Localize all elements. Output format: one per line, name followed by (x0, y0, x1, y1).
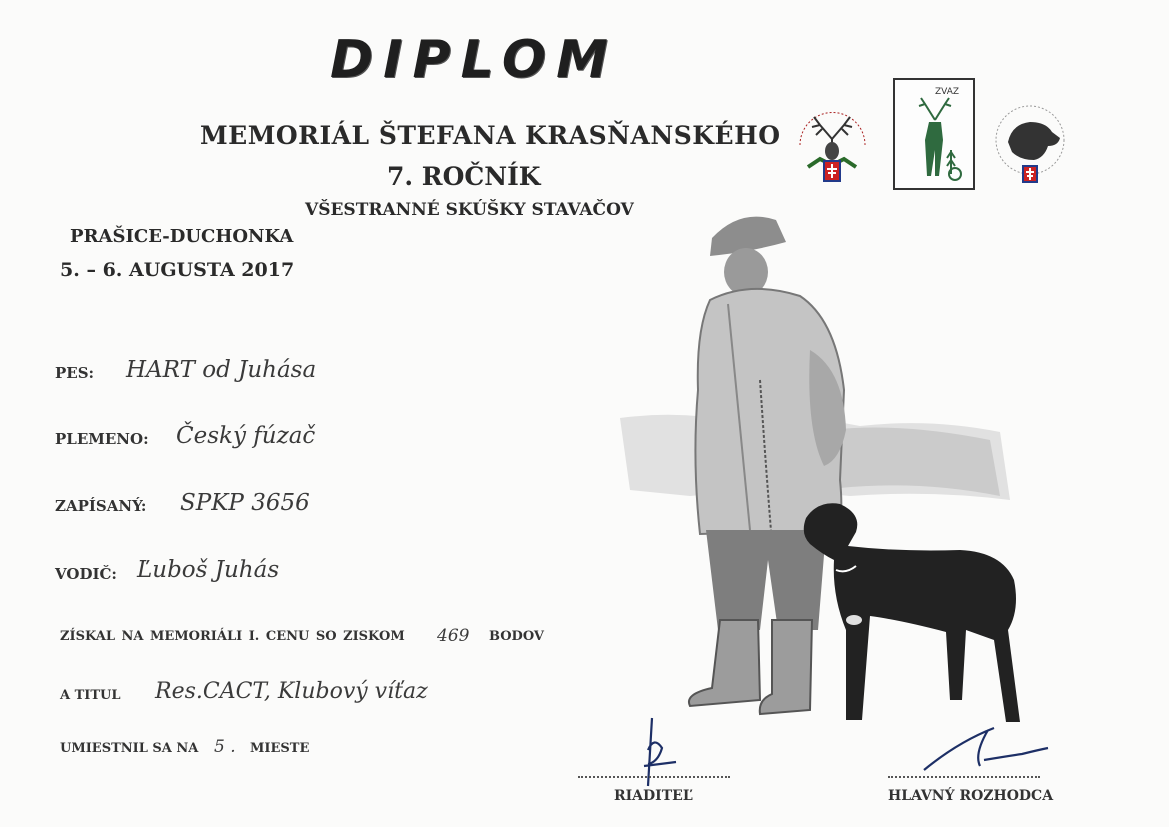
dog-value: HART od Juhása (126, 357, 317, 383)
handler-label: VODIČ: (55, 565, 117, 583)
klub-chovatelov-logo (990, 100, 1070, 190)
director-signature-block (578, 710, 738, 810)
breed-label: PLEMENO: (55, 430, 149, 448)
handler-value: Ľuboš Juhás (137, 557, 280, 583)
event-location: PRAŠICE-DUCHONKA (70, 226, 294, 247)
place-suffix: MIESTE (250, 741, 310, 756)
stag-silhouette-icon (895, 80, 973, 188)
event-date: 5. – 6. AUGUSTA 2017 (60, 259, 295, 281)
director-label: RIADITEĽ (614, 788, 693, 804)
place-label: UMIESTNIL SA NA (60, 741, 199, 756)
judge-signature-line (888, 776, 1040, 778)
slovensky-polovnicky-zvaz-logo (893, 78, 975, 190)
diploma-title: DIPLOM (330, 30, 618, 90)
result-prefix: ZÍSKAL NA MEMORIÁLI I. CENU SO ZISKOM (60, 629, 405, 644)
judge-label: HLAVNÝ ROZHODCA (888, 788, 1054, 804)
place-value: 5 . (214, 737, 236, 757)
judge-signature-block (888, 720, 1058, 812)
event-name: MEMORIÁL ŠTEFANA KRASŇANSKÉHO (200, 121, 781, 150)
result-points: 469 (437, 626, 470, 646)
hunter-with-dog-photo (600, 200, 1040, 740)
registered-label: ZAPÍSANÝ: (55, 497, 147, 515)
event-subtitle: VŠESTRANNÉ SKÚŠKY STAVAČOV (305, 200, 634, 220)
stag-emblem-icon (790, 95, 875, 195)
director-signature (618, 710, 698, 790)
dog-head-emblem-icon (990, 100, 1070, 190)
breed-value: Český fúzač (176, 423, 316, 449)
judge-signature (918, 720, 1058, 780)
dog-label: PES: (55, 364, 95, 382)
slovenska-polovnicka-komora-logo (790, 95, 875, 195)
director-signature-line (578, 776, 730, 778)
event-edition: 7. ROČNÍK (387, 162, 541, 191)
title-value: Res.CACT, Klubový víťaz (155, 679, 428, 704)
title-label: A TITUL (60, 688, 121, 703)
registered-value: SPKP 3656 (180, 490, 310, 516)
svg-text:ZVAZ: ZVAZ (935, 87, 960, 97)
result-suffix: BODOV (489, 629, 545, 644)
